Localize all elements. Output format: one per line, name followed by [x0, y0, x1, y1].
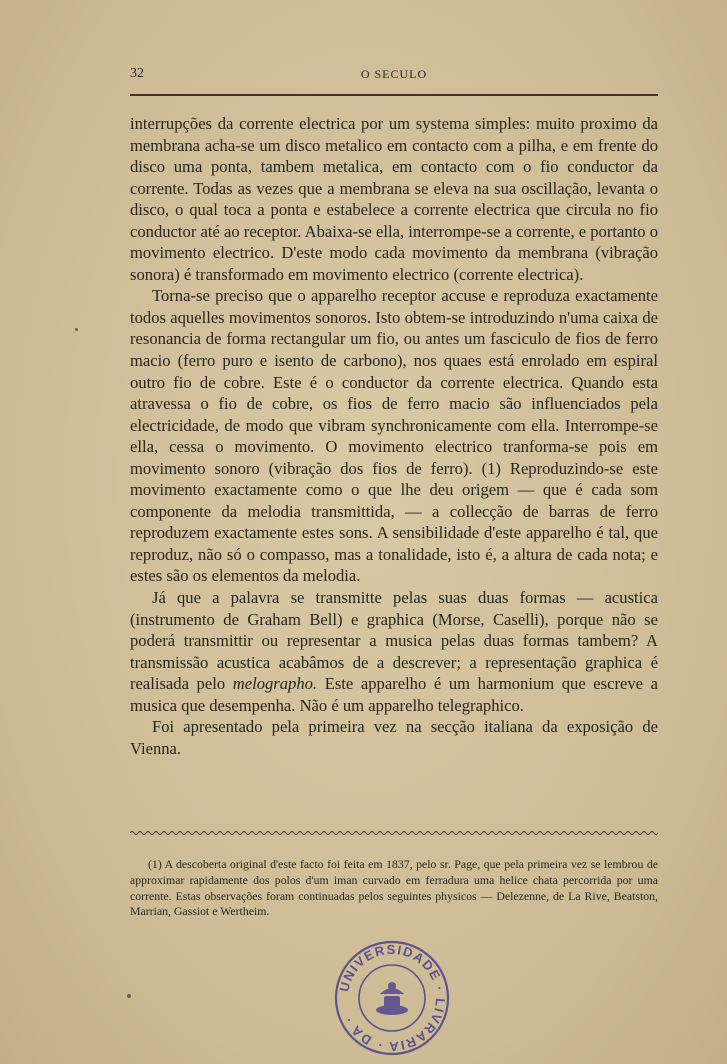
- page-number: 32: [130, 66, 144, 81]
- body-text: [130, 113, 658, 759]
- stamp-text: UNIVERSIDADE · LIVRARIA · DA ·: [336, 941, 449, 1055]
- running-title: O SECULO: [360, 67, 428, 81]
- header-rule: [130, 94, 658, 96]
- paper-speck: [127, 994, 131, 998]
- library-stamp: [332, 938, 452, 1058]
- paragraph-text: Já que a palavra se transmitte pelas suas duas formas — acustica (instrumento de Graham Bell) e graphica (Morse, Caselli), porque não se poderá transmittir ou representar a musica pelas duas formas tambem? A transmissão acustica acabâmos de a descrever; a representação graphica é realisada pelo: [130, 588, 658, 694]
- stamp-emblem: [376, 982, 408, 1015]
- paragraph: [130, 587, 658, 716]
- paragraph: Torna-se preciso que o apparelho receptor accuse e reproduza exactamente todos aquelles movimentos sonoros. Isto obtem-se introduzindo n'uma caixa de resonancia de forma rectangular um fio, ou antes um fasciculo de fios de ferro macio (ferro puro e isento de carbono), nos quaes está enrolado em espiral outro fio de cobre. Este é o conductor da corrente electrica. Quando esta atravessa o fio de cobre, os fios de ferro macio são influenciados pela electricidade, de modo que vibram synchronicamente com ella. Interrompe-se ella, cessa o movimento. O movimento electrico tranforma-se pois em movimento sonoro (vibração dos fios de ferro). (1) Reproduzindo-se este movimento exactamente como o que lhe deu origem — que é cada som componente da melodia transmittida, — a collecção de barras de ferro reproduzem exactamente estes sons. A sensibilidade d'este apparelho é tal, que reproduz, não só o compasso, mas a tonalidade, isto é, a altura de cada nota; e estes são os elementos da melodia.: [130, 286, 658, 586]
- footnote: (1) A descoberta original d'este facto foi feita em 1837, pelo sr. Page, que pela primeira vez se lembrou de approximar rapidamente dos polos d'um iman curvado em ferradura uma helice chata percorrida por uma corrente. Estas observações foram continuadas pelos seguintes physicos — Delezenne, de La Rive, Beatston, Marrian, Gassiot e Wertheim.: [130, 857, 658, 919]
- italic-term: melographo.: [232, 674, 318, 694]
- paragraph-text: Este apparelho é um harmonium que escreve a musica que desempenha. Não é um apparelho telegraphico.: [130, 674, 659, 715]
- page-header: [130, 66, 658, 88]
- wavy-divider: [130, 830, 658, 836]
- paper-speck: [75, 328, 78, 331]
- paragraph: interrupções da corrente electrica por um systema simples: muito proximo da membrana acha-se um disco metalico em contacto com a pilha, e em frente do disco uma ponta, tambem metalica, em contacto com o fio conductor da corrente. Todas as vezes que a membrana se eleva na sua oscillação, levanta o disco, o qual toca a ponta e estabelece a corrente electrica que circula no fio conductor até ao receptor. Abaixa-se ella, interrompe-se a corrente, e portanto o movimento electrico. D'este modo cada movimento da membrana (vibração sonora) é transformado em movimento electrico (corrente electrica).: [130, 114, 658, 284]
- paragraph: Foi apresentado pela primeira vez na secção italiana da exposição de Vienna.: [130, 717, 658, 758]
